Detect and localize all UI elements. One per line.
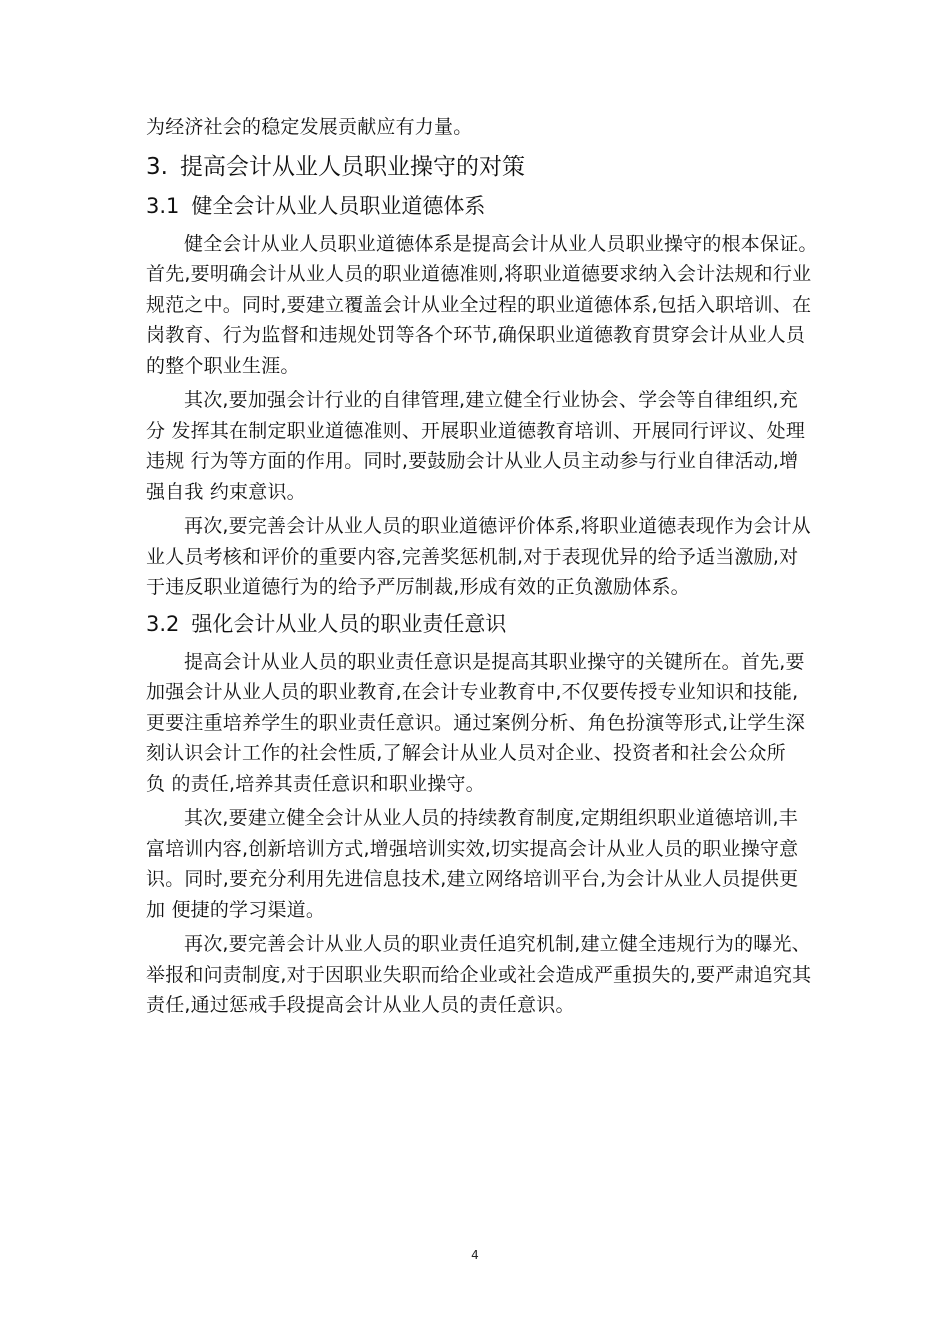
paragraph-line: 违规 行为等方面的作用。同时,要鼓励会计从业人员主动参与行业自律活动,增 [146, 450, 799, 472]
paragraph-line: 负 的责任,培养其责任意识和职业操守。 [146, 772, 485, 795]
paragraph-line: 更要注重培养学生的职业责任意识。通过案例分析、角色扮演等形式,让学生深 [146, 711, 806, 734]
section-3-2-paragraph-1 [146, 647, 812, 800]
section-3-title: 提高会计从业人员职业操守的对策 [179, 153, 525, 180]
paragraph-line: 再次,要完善会计从业人员的职业责任追究机制,建立健全违规行为的曝光、 [184, 933, 811, 955]
paragraph-line: 分 发挥其在制定职业道德准则、开展职业道德教育培训、开展同行评议、处理 [146, 419, 806, 442]
section-3-2-heading [146, 607, 812, 641]
section-3-2-paragraph-3 [146, 929, 812, 1021]
paragraph-line: 强自我 约束意识。 [146, 480, 306, 503]
section-3-1-paragraph-3 [146, 511, 812, 603]
paragraph-line: 其次,要加强会计行业的自律管理,建立健全行业协会、学会等自律组织,充 [184, 389, 798, 411]
section-3-2-title: 强化会计从业人员的职业责任意识 [191, 611, 507, 636]
paragraph-line: 业人员考核和评价的重要内容,完善奖惩机制,对于表现优异的给予适当激励,对 [146, 545, 799, 568]
page-number: 4 [471, 1248, 479, 1262]
paragraph-line: 于违反职业道德行为的给予严厉制裁,形成有效的正负激励体系。 [146, 576, 690, 598]
section-3-2-paragraph-2 [146, 803, 812, 925]
paragraph-line: 提高会计从业人员的职业责任意识是提高其职业操守的关键所在。首先,要 [184, 650, 805, 673]
paragraph-line: 其次,要建立健全会计从业人员的持续教育制度,定期组织职业道德培训,丰 [184, 807, 798, 829]
paragraph-line: 加强会计从业人员的职业教育,在会计专业教育中,不仅要传授专业知识和技能, [146, 681, 799, 703]
paragraph-line: 健全会计从业人员职业道德体系是提高会计从业人员职业操守的根本保证。 [184, 232, 818, 255]
section-3-1-paragraph-2 [146, 385, 812, 507]
section-3-1-title: 健全会计从业人员职业道德体系 [191, 193, 486, 218]
section-3-heading [146, 149, 812, 185]
paragraph-line: 刻认识会计工作的社会性质,了解会计从业人员对企业、投资者和社会公众所 [146, 742, 786, 764]
paragraph-line: 举报和问责制度,对于因职业失职而给企业或社会造成严重损失的,要严肃追究其 [146, 963, 812, 986]
section-3-1-paragraph-1 [146, 229, 818, 382]
paragraph-line: 加 便捷的学习渠道。 [146, 898, 326, 921]
intro-tail-line: 为经济社会的稳定发展贡献应有力量。 [146, 116, 473, 138]
section-3-1-heading [146, 189, 812, 223]
paragraph-line: 富培训内容,创新培训方式,增强培训实效,切实提高会计从业人员的职业操守意 [146, 837, 799, 860]
paragraph-line: 的整个职业生涯。 [146, 354, 300, 377]
paragraph-line: 责任,通过惩戒手段提高会计从业人员的责任意识。 [146, 994, 575, 1016]
document-body [146, 112, 818, 1025]
paragraph-line: 首先,要明确会计从业人员的职业道德准则,将职业道德要求纳入会计法规和行业 [146, 263, 812, 285]
section-3-number: 3. [146, 153, 168, 180]
section-3-2-number: 3.2 [146, 611, 180, 636]
paragraph-line: 岗教育、行为监督和违规处罚等各个环节,确保职业道德教育贯穿会计从业人员 [146, 324, 806, 346]
paragraph-line: 再次,要完善会计从业人员的职业道德评价体系,将职业道德表现作为会计从 [184, 515, 811, 537]
section-3-1-number: 3.1 [146, 193, 180, 218]
paragraph-line: 识。同时,要充分利用先进信息技术,建立网络培训平台,为会计从业人员提供更 [146, 868, 799, 890]
paragraph-line: 规范之中。同时,要建立覆盖会计从业全过程的职业道德体系,包括入职培训、在 [146, 293, 812, 316]
